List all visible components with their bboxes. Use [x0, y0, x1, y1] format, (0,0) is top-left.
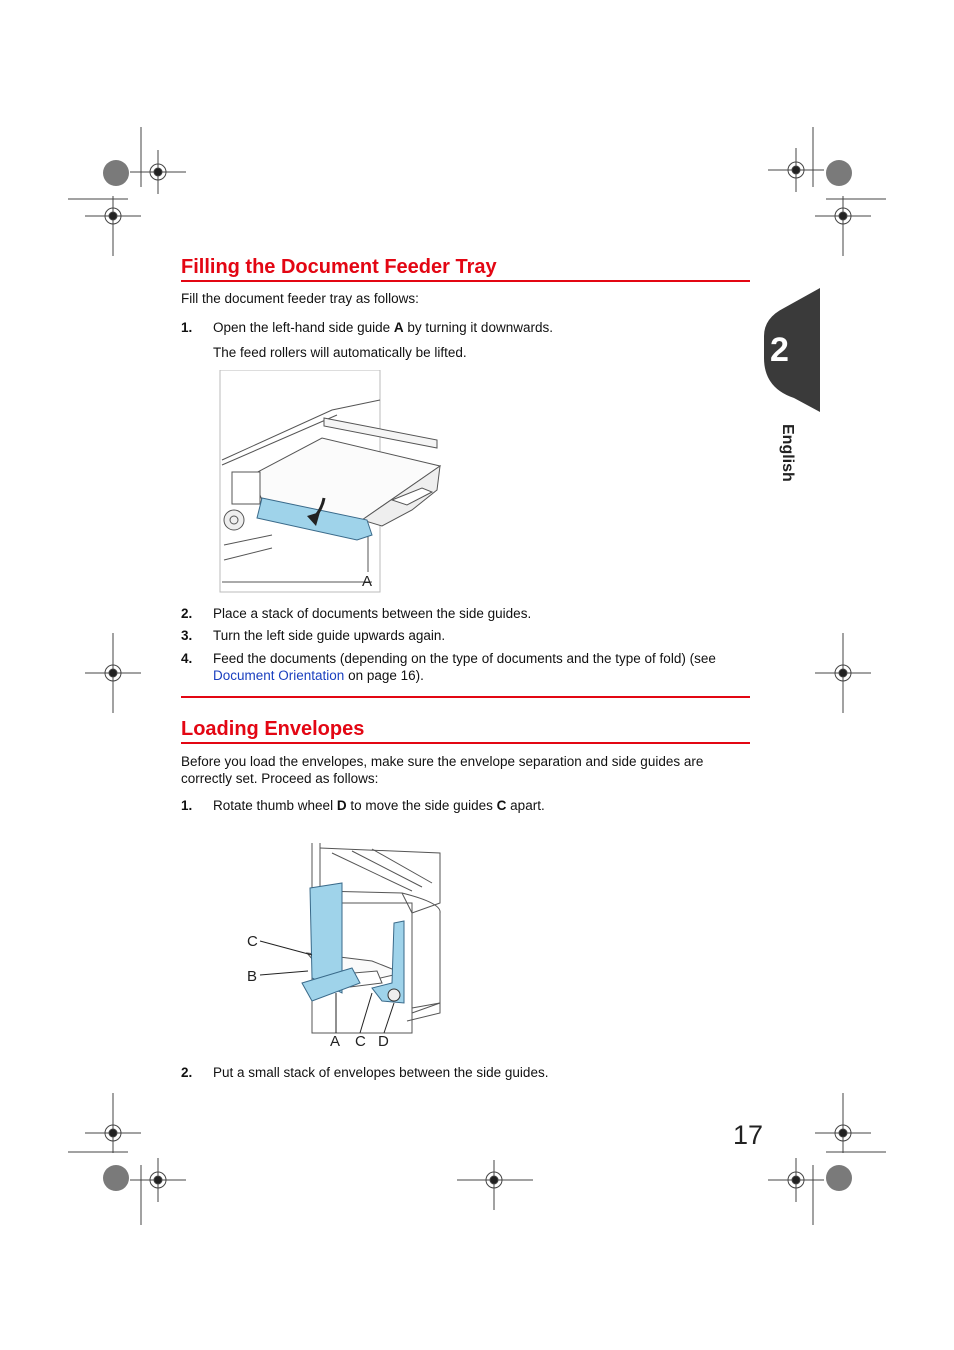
step-number: 3.	[181, 628, 193, 643]
document-feeder-illustration	[212, 370, 444, 594]
section-title-loading-envelopes: Loading Envelopes	[181, 718, 750, 744]
step-text: Rotate thumb wheel D to move the side guides C apart.	[213, 798, 545, 813]
step-text: Turn the left side guide upwards again.	[213, 628, 446, 643]
figure-label-d: D	[378, 1033, 389, 1050]
chapter-number: 2	[770, 331, 789, 369]
step-text: Open the left-hand side guide A by turning it downwards.	[213, 320, 553, 335]
document-orientation-link[interactable]: Document Orientation	[213, 668, 345, 683]
section-intro: Fill the document feeder tray as follows:	[181, 291, 419, 306]
envelope-loading-illustration	[212, 843, 444, 1053]
step-number: 2.	[181, 606, 193, 621]
step-number: 1.	[181, 798, 193, 813]
step-number: 4.	[181, 651, 193, 666]
figure-label-a: A	[362, 573, 373, 590]
step-number: 2.	[181, 1065, 193, 1080]
figure-label-b: B	[247, 968, 258, 985]
figure-label-c: C	[355, 1033, 366, 1050]
step-text: Place a stack of documents between the side guides.	[213, 606, 532, 621]
page-number: 17	[733, 1120, 764, 1150]
step-number: 1.	[181, 320, 193, 335]
step-note: The feed rollers will automatically be lifted.	[213, 345, 467, 360]
figure-label-a: A	[330, 1033, 341, 1050]
language-label: English	[779, 424, 796, 482]
step-text: Put a small stack of envelopes between the side guides.	[213, 1065, 549, 1080]
section-intro: Before you load the envelopes, make sure the envelope separation and side guides are correctly set. Proceed as follows:	[181, 754, 704, 786]
section-divider	[181, 696, 750, 698]
step-text: Feed the documents (depending on the type of documents and the type of fold) (see Document Orientation on page 16).	[213, 651, 716, 683]
figure-label-c: C	[247, 933, 258, 950]
section-title-document-feeder: Filling the Document Feeder Tray	[181, 256, 750, 282]
